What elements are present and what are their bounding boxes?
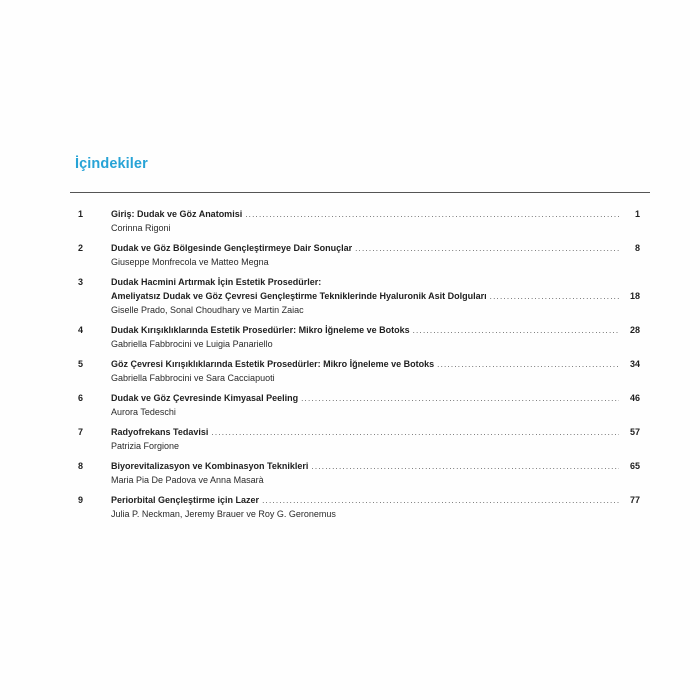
leader-dots — [413, 326, 619, 335]
chapter-title[interactable]: Radyofrekans Tedavisi — [111, 427, 209, 437]
entry-body — [111, 495, 640, 522]
entry-title-line — [111, 209, 640, 223]
entry-title-line — [111, 325, 640, 339]
chapter-number: 6 — [78, 393, 84, 403]
chapter-title[interactable]: Giriş: Dudak ve Göz Anatomisi — [111, 209, 243, 219]
chapter-title[interactable]: Dudak Kırışıklıklarında Estetik Prosedürler: Mikro İğneleme ve Botoks — [111, 325, 410, 335]
entry-body — [111, 427, 640, 454]
chapter-authors: Maria Pia De Padova ve Anna Masarà — [111, 475, 264, 485]
chapter-title[interactable]: Periorbital Gençleştirme için Lazer — [111, 495, 260, 505]
entry-title-line — [111, 461, 640, 475]
chapter-number: 8 — [78, 461, 84, 471]
chapter-number: 5 — [78, 359, 84, 369]
chapter-title-line-1[interactable]: Dudak Hacmini Artırmak İçin Estetik Prosedürler: — [111, 277, 322, 287]
chapter-number: 7 — [78, 427, 84, 437]
chapter-number: 4 — [78, 325, 84, 335]
chapter-authors: Gabriella Fabbrocini ve Luigia Panariello — [111, 339, 273, 349]
chapter-title[interactable]: Dudak ve Göz Bölgesinde Gençleştirmeye Dair Sonuçlar — [111, 243, 353, 253]
leader-dots — [490, 292, 619, 301]
chapter-title[interactable]: Dudak ve Göz Çevresinde Kimyasal Peeling — [111, 393, 299, 403]
chapter-title[interactable]: Biyorevitalizasyon ve Kombinasyon Teknikleri — [111, 461, 309, 471]
entry-title-line — [111, 243, 640, 257]
entry-title-line — [111, 359, 640, 373]
page-number[interactable]: 28 — [629, 325, 640, 335]
entry-title-line — [111, 495, 640, 509]
heading-rule — [70, 192, 650, 193]
leader-dots — [355, 244, 619, 253]
entry-body — [111, 359, 640, 386]
leader-dots — [301, 394, 619, 403]
leader-dots — [262, 496, 619, 505]
page-number[interactable]: 1 — [634, 209, 640, 219]
chapter-title[interactable]: Göz Çevresi Kırışıklıklarında Estetik Prosedürler: Mikro İğneleme ve Botoks — [111, 359, 435, 369]
entry-body — [111, 461, 640, 488]
entry-body — [111, 243, 640, 270]
chapter-number: 3 — [78, 277, 84, 287]
page-number[interactable]: 18 — [629, 291, 640, 301]
entry-title-line — [111, 427, 640, 441]
leader-dots — [437, 360, 619, 369]
chapter-authors: Giselle Prado, Sonal Choudhary ve Martin Zaiac — [111, 305, 304, 315]
entry-body — [111, 277, 640, 318]
leader-dots — [311, 462, 619, 471]
page-number[interactable]: 57 — [629, 427, 640, 437]
entry-title-line — [111, 393, 640, 407]
page-number[interactable]: 46 — [629, 393, 640, 403]
toc-heading: İçindekiler — [75, 156, 148, 172]
chapter-authors: Julia P. Neckman, Jeremy Brauer ve Roy G. Geronemus — [111, 509, 336, 519]
entry-title-line — [111, 291, 640, 305]
chapter-authors: Patrizia Forgione — [111, 441, 180, 451]
entry-body — [111, 325, 640, 352]
page-number[interactable]: 34 — [629, 359, 640, 369]
chapter-authors: Gabriella Fabbrocini ve Sara Cacciapuoti — [111, 373, 275, 383]
chapter-authors: Corinna Rigoni — [111, 223, 171, 233]
chapter-number: 9 — [78, 495, 84, 505]
leader-dots — [211, 428, 619, 437]
chapter-authors: Aurora Tedeschi — [111, 407, 176, 417]
chapter-number: 1 — [78, 209, 84, 219]
chapter-authors: Giuseppe Monfrecola ve Matteo Megna — [111, 257, 269, 267]
chapter-title[interactable]: Ameliyatsız Dudak ve Göz Çevresi Gençleştirme Tekniklerinde Hyaluronik Asit Dolguları — [111, 291, 487, 301]
entry-body — [111, 209, 640, 236]
page-number[interactable]: 65 — [629, 461, 640, 471]
page-number[interactable]: 77 — [629, 495, 640, 505]
leader-dots — [245, 210, 619, 219]
entry-body — [111, 393, 640, 420]
page-number[interactable]: 8 — [634, 243, 640, 253]
chapter-number: 2 — [78, 243, 84, 253]
